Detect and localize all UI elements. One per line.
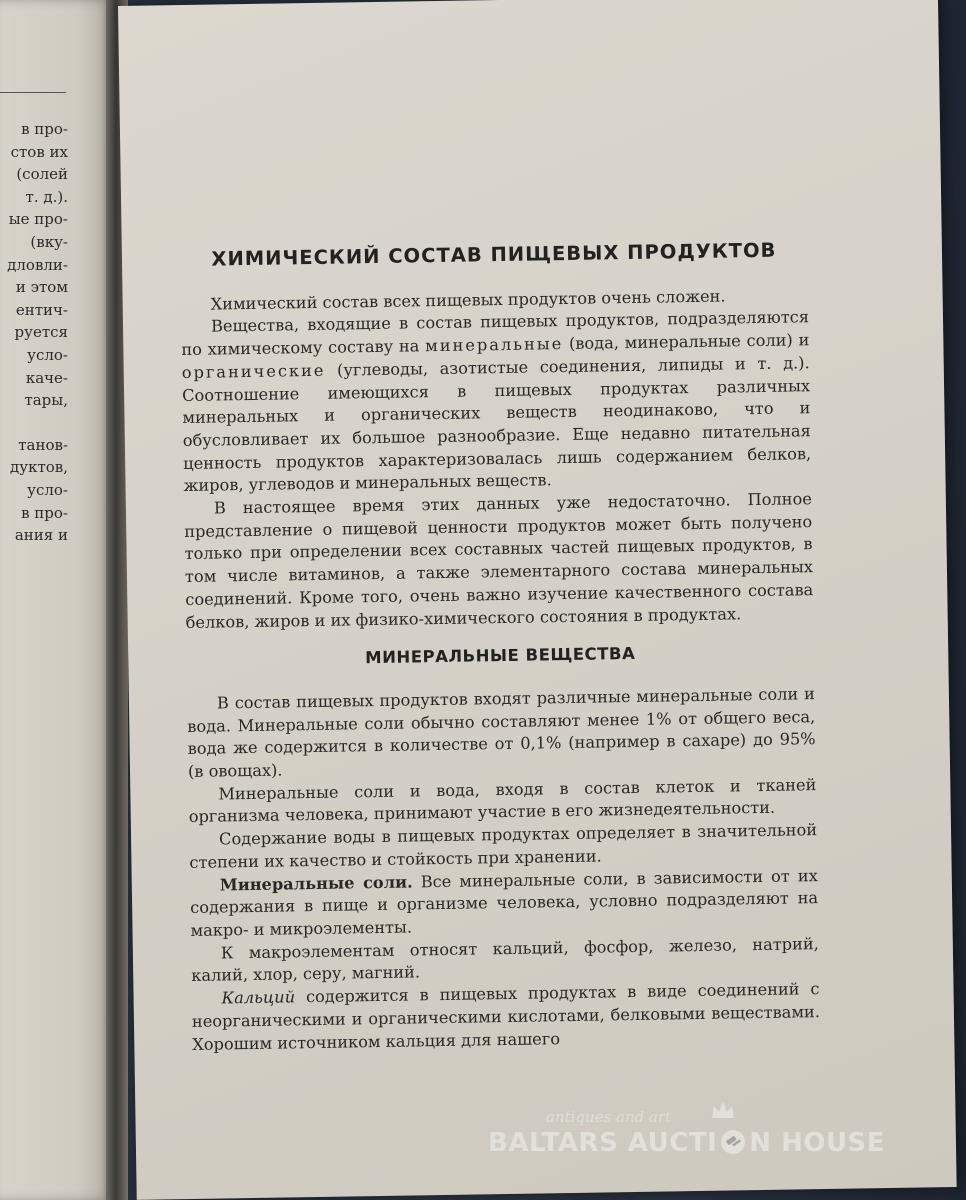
paragraph-2-text-a: Вещества, входящие в состав пищевых продуктов, подразделяются по химическому составу на xyxy=(181,307,810,360)
page-content xyxy=(180,239,821,1056)
crown-icon xyxy=(710,1100,736,1122)
prev-line: в про- xyxy=(21,120,68,138)
watermark-name-part2: N HOUSE xyxy=(749,1128,886,1158)
header-rule xyxy=(0,92,66,93)
prev-line: и этом xyxy=(15,278,68,297)
prev-line: дуктов, xyxy=(10,458,68,477)
paragraph-7 xyxy=(190,865,819,943)
watermark-tagline: antiques and art xyxy=(546,1108,672,1126)
paragraph-2 xyxy=(181,307,812,498)
prev-line: усло- xyxy=(27,345,68,364)
auction-watermark xyxy=(488,1108,888,1178)
prev-line: стов их xyxy=(10,142,68,161)
term-organic: органические xyxy=(181,360,326,382)
paragraph-5: Минеральные соли и вода, входя в состав клеток и тканей организма человека, принимают участие в его жизнедеятельности. xyxy=(188,774,817,827)
previous-page xyxy=(0,0,112,1200)
prev-line: (вку- xyxy=(30,232,68,251)
prev-line: ые про- xyxy=(8,210,68,229)
gavel-circle-icon xyxy=(718,1128,748,1156)
prev-line: тары, xyxy=(24,391,68,410)
prev-line: усло- xyxy=(27,480,68,499)
paragraph-7-text: Все минеральные соли, в зависимости от их содержания в пище и организме человека, условно подразделяют на макро- и микроэлементы. xyxy=(190,865,819,940)
previous-page-text xyxy=(0,118,68,547)
section-heading: МИНЕРАЛЬНЫЕ ВЕЩЕСТВА xyxy=(365,644,636,668)
paragraph-3: В настоящее время этих данных уже недостаточно. Полное представление о пищевой ценности продуктов может быть получено только при определении всех составных частей пищевых продуктов, в том числе витаминов, а также элементарного состава минеральных соединений. Кроме того, очень важно изучение качественного состава белков, жиров и их физико-химического состояния в продуктах. xyxy=(184,489,814,632)
prev-line: в про- xyxy=(21,503,68,522)
paragraph-9 xyxy=(191,978,820,1056)
paragraph-9-text: содержится в пищевых продуктах в виде соединений с неорганическими и органическими кислотами, белковыми веществами. Хорошим источником кальция для нашего xyxy=(191,979,821,1054)
watermark-name xyxy=(488,1128,885,1158)
prev-line: ания и xyxy=(14,526,68,545)
term-mineral: минеральные xyxy=(424,334,564,356)
paragraph-2-text-e: (углеводы, азотистые соединения, липиды и т. д.). Соотношение имеющихся в пищевых продуктах различных минеральных и органических веществ неодинаково, что и обусловливает их большое разнообразие. Еще недавно питательная ценность продуктов характеризовалась лишь содержанием белков, жиров, углеводов и минеральных веществ. xyxy=(181,352,812,496)
term-calcium: Кальций xyxy=(221,987,296,1008)
page-title: ХИМИЧЕСКИЙ СОСТАВ ПИЩЕВЫХ ПРОДУКТОВ xyxy=(211,238,777,271)
prev-line: (солей xyxy=(16,165,68,184)
prev-line: т. д.). xyxy=(25,187,68,206)
prev-line: руется xyxy=(14,323,68,342)
watermark-name-part1: BALTARS AUCTI xyxy=(488,1128,718,1158)
book-page xyxy=(118,0,957,1200)
prev-line: дловли- xyxy=(7,255,68,274)
prev-line: танов- xyxy=(18,435,68,454)
prev-line-gap xyxy=(0,412,68,434)
paragraph-4: В состав пищевых продуктов входят различные минеральные соли и вода. Минеральные соли обычно составляют менее 1% от общего веса, вода же содержится в количестве от 0,1% (например в сахаре) до 95% (в овощах). xyxy=(187,684,816,782)
paragraph-2-text-c: (вода, минеральные соли) и xyxy=(568,330,810,354)
paragraph-1: Химический состав всех пищевых продуктов очень сложен. xyxy=(210,286,726,314)
prev-line: каче- xyxy=(25,368,68,387)
paragraph-8: К макроэлементам относят кальций, фосфор, железо, натрий, калий, хлор, серу, магний. xyxy=(191,933,819,986)
run-in-heading: Минеральные соли. xyxy=(219,872,413,895)
paragraph-6: Содержание воды в пищевых продуктах определяет в значительной степени их качество и стойкость при хранении. xyxy=(189,820,818,872)
prev-line: ентич- xyxy=(15,300,68,319)
